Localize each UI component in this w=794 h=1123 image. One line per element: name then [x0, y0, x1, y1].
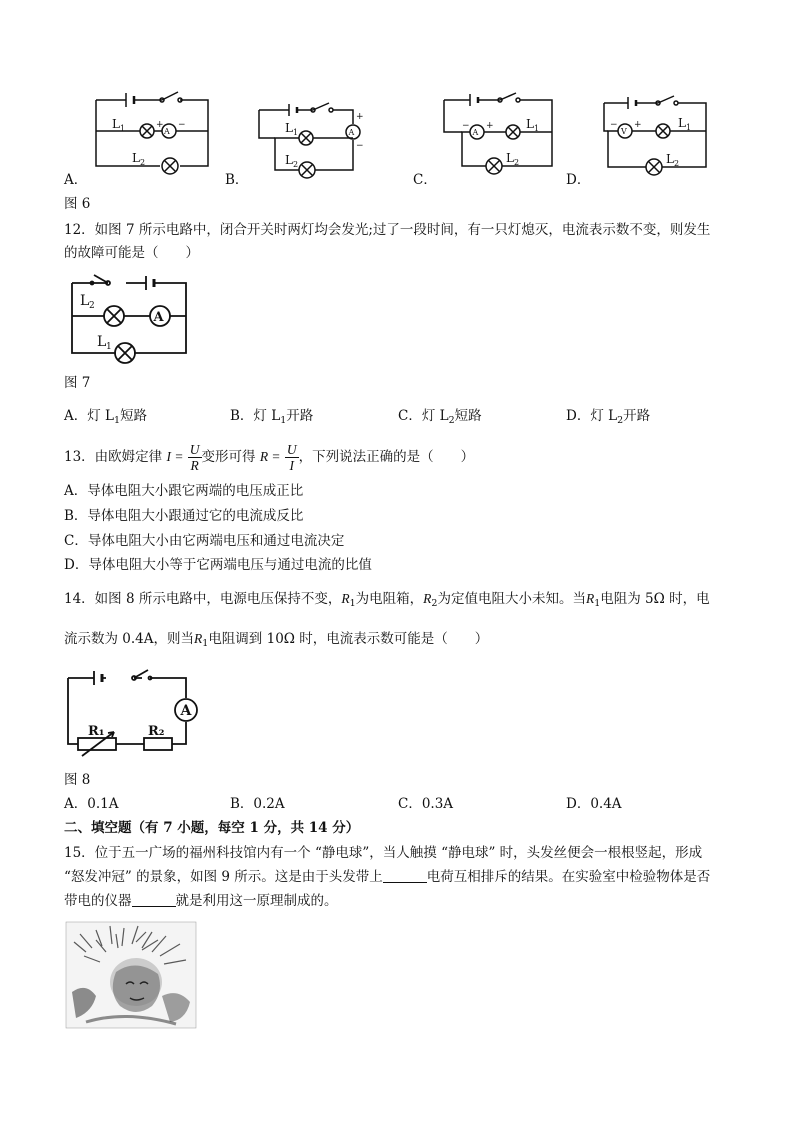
circuit-d	[600, 93, 720, 183]
figure-7-circuit	[70, 273, 190, 363]
svg-text:L: L	[285, 153, 293, 167]
circuit-a	[90, 88, 220, 183]
svg-text:L: L	[666, 152, 674, 166]
circuit-b	[255, 100, 375, 185]
q13-fraction-2: $\frac{U}{I}$	[286, 442, 297, 473]
svg-text:L: L	[112, 117, 120, 131]
q13-stem: 13．由欧姆定律 I = $\frac{U}{R}$ 变形可得 R = $\frac{U}{I}$ ，下列说法正确的是（ ）	[64, 442, 475, 473]
svg-text:−: −	[462, 121, 470, 131]
svg-text:−: −	[178, 120, 186, 130]
q15-stem-line2: “怒发冲冠” 的景象，如图 9 所示。这是由于头发带上 电荷互相排斥的结果。在实验室中检验物体是否	[64, 869, 711, 885]
svg-text:2: 2	[140, 158, 146, 167]
q13-option-a: A．导体电阻大小跟它两端的电压成正比	[64, 483, 304, 499]
svg-text:+: +	[156, 120, 164, 130]
q14-option-d: D．0.4A	[566, 796, 622, 812]
svg-text:1: 1	[106, 342, 112, 352]
q12-option-b: B．灯 $L_1$开路	[230, 408, 314, 426]
q14-stem-line1: 14．如图 8 所示电路中，电源电压保持不变，$R_1$为电阻箱，$R_2$为定值电阻大小未知。当$R_1$电阻为 5Ω 时，电	[64, 591, 710, 609]
svg-text:L: L	[526, 117, 534, 131]
svg-text:1: 1	[686, 123, 692, 132]
svg-text:A: A	[348, 128, 355, 137]
q13-option-d: D．导体电阻大小等于它两端电压与通过电流的比值	[64, 557, 372, 573]
svg-text:1: 1	[293, 128, 299, 137]
q15-stem-line3: 带电的仪器 就是利用这一原理制成的。	[64, 893, 338, 909]
fig6-option-c: C．	[413, 172, 437, 188]
svg-text:L: L	[506, 151, 514, 165]
q12-option-c: C．灯 $L_2$短路	[398, 408, 482, 426]
q12-stem-line1: 12．如图 7 所示电路中，闭合开关时两灯均会发光;过了一段时间，有一只灯熄灭，电流表示数不变，则发生	[64, 222, 711, 238]
svg-text:1: 1	[534, 124, 540, 133]
svg-text:−: −	[610, 120, 618, 130]
svg-text:A: A	[180, 703, 192, 719]
section-2-heading: 二、填空题（有 7 小题，每空 1 分，共 14 分）	[64, 820, 360, 836]
svg-text:2: 2	[293, 160, 299, 169]
fig6-option-a: A．	[64, 172, 88, 188]
q13-fraction-1: $\frac{U}{R}$	[189, 442, 200, 473]
circuit-c	[440, 90, 560, 185]
svg-text:+: +	[486, 121, 494, 131]
fig7-ammeter-label: A	[153, 310, 164, 325]
svg-text:R₁: R₁	[88, 724, 105, 739]
q12-option-d: D．灯 $L_2$开路	[566, 408, 651, 426]
q14-option-a: A．0.1A	[64, 796, 119, 812]
fig6-caption: 图 6	[64, 196, 91, 212]
svg-text:L: L	[678, 116, 686, 130]
svg-text:2: 2	[674, 159, 680, 168]
svg-text:2: 2	[89, 301, 95, 311]
q14-option-c: C．0.3A	[398, 796, 454, 812]
q12-stem-line2: 的故障可能是（ ）	[64, 245, 199, 261]
svg-text:L: L	[80, 293, 90, 309]
svg-text:A: A	[472, 128, 479, 137]
svg-text:R₂: R₂	[148, 724, 165, 739]
q13-option-c: C．导体电阻大小由它两端电压和通过电流决定	[64, 533, 345, 549]
svg-text:−: −	[356, 141, 364, 151]
q14-stem-line2: 流示数为 0.4A，则当$R_1$电阻调到 10Ω 时，电流表示数可能是（ ）	[64, 631, 489, 649]
fig7-caption: 图 7	[64, 375, 91, 391]
figure-8-circuit	[66, 668, 206, 763]
svg-text:L: L	[132, 151, 140, 165]
figure-9-photo	[66, 922, 196, 1028]
svg-text:L: L	[285, 121, 293, 135]
q15-blank-1[interactable]	[383, 868, 427, 883]
q13-option-b: B．导体电阻大小跟通过它的电流成反比	[64, 508, 304, 524]
svg-text:+: +	[356, 112, 364, 122]
fig6-option-b: B．	[225, 172, 249, 188]
svg-text:+: +	[634, 120, 642, 130]
q12-option-a: A．灯 $L_1$短路	[64, 408, 148, 426]
svg-text:1: 1	[120, 124, 126, 133]
fig6-option-d: D．	[566, 172, 591, 188]
q15-blank-2[interactable]	[132, 892, 176, 907]
fig8-caption: 图 8	[64, 772, 91, 788]
q15-stem-line1: 15．位于五一广场的福州科技馆内有一个 “静电球”，当人触摸 “静电球” 时，头发丝便会一根根竖起，形成	[64, 845, 703, 861]
svg-text:V: V	[621, 127, 627, 136]
svg-text:2: 2	[514, 158, 520, 167]
q14-option-b: B．0.2A	[230, 796, 285, 812]
ammeter-label: A	[164, 127, 170, 136]
svg-text:L: L	[97, 334, 107, 350]
